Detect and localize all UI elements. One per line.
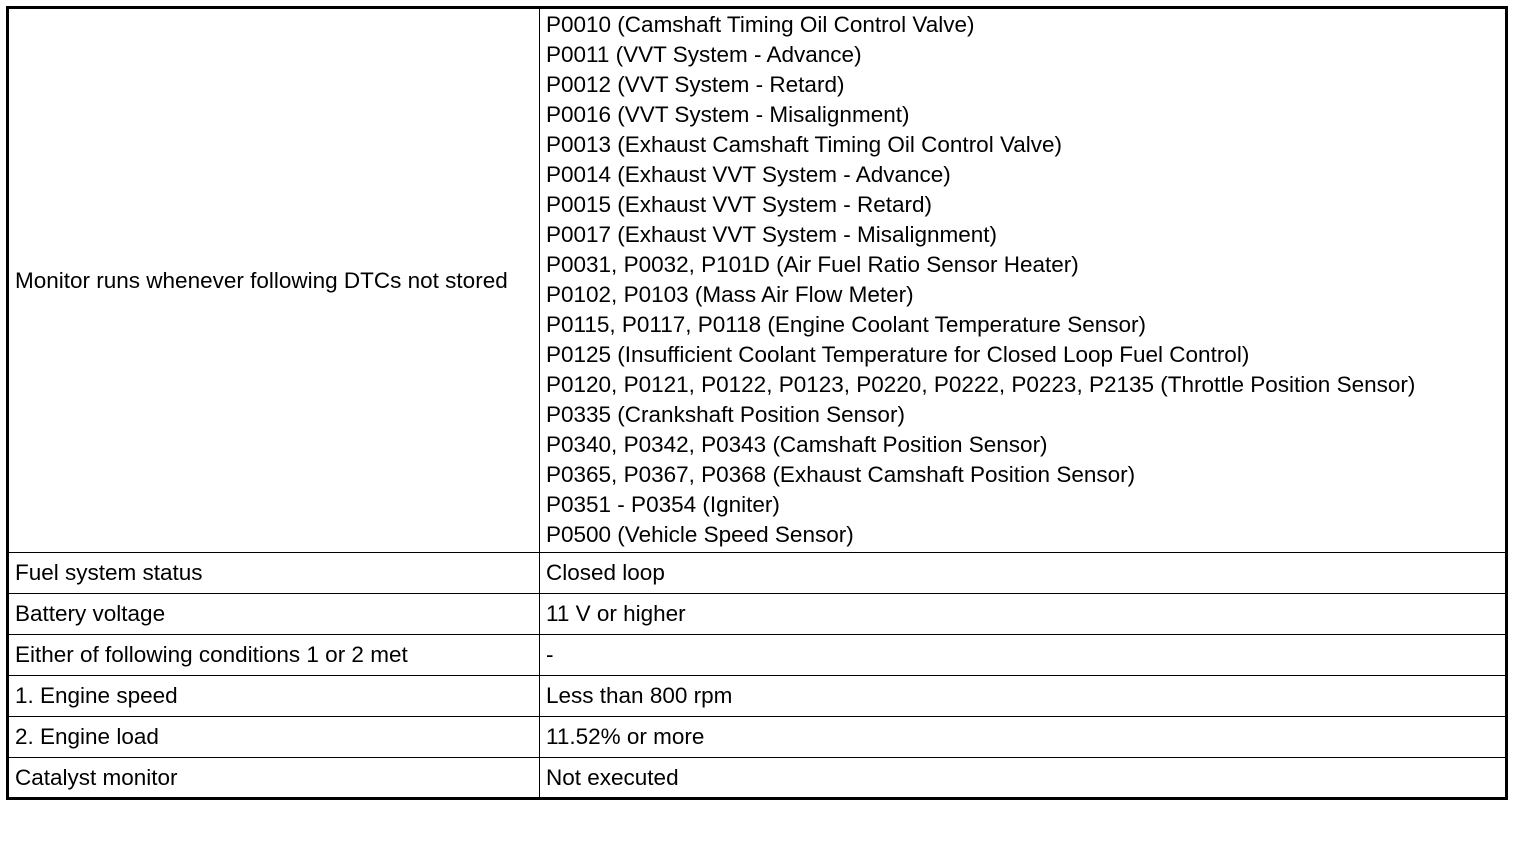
dtc-line: P0014 (Exhaust VVT System - Advance) <box>546 162 951 187</box>
value-cell: 11 V or higher <box>540 594 1507 635</box>
value-cell: Less than 800 rpm <box>540 676 1507 717</box>
dtc-line: P0012 (VVT System - Retard) <box>546 72 845 97</box>
value-cell: Not executed <box>540 758 1507 799</box>
dtc-line: P0017 (Exhaust VVT System - Misalignment) <box>546 222 998 247</box>
condition-cell: Fuel system status <box>8 553 540 594</box>
dtc-line: P0031, P0032, P101D (Air Fuel Ratio Sensor Heater) <box>546 252 1079 277</box>
dtc-line: P0102, P0103 (Mass Air Flow Meter) <box>546 282 914 307</box>
dtc-list-cell <box>540 8 1507 553</box>
dtc-line: P0013 (Exhaust Camshaft Timing Oil Control Valve) <box>546 132 1063 157</box>
dtc-line: P0010 (Camshaft Timing Oil Control Valve) <box>546 12 975 37</box>
dtc-line: P0335 (Crankshaft Position Sensor) <box>546 402 905 427</box>
table-row <box>8 717 1507 758</box>
dtc-line: P0015 (Exhaust VVT System - Retard) <box>546 192 932 217</box>
table-row <box>8 635 1507 676</box>
dtc-line: P0120, P0121, P0122, P0123, P0220, P0222, P0223, P2135 (Throttle Position Sensor) <box>546 372 1416 397</box>
value-cell: - <box>540 635 1507 676</box>
condition-cell: Catalyst monitor <box>8 758 540 799</box>
dtc-line: P0115, P0117, P0118 (Engine Coolant Temperature Sensor) <box>546 312 1146 337</box>
value-cell: Closed loop <box>540 553 1507 594</box>
table-row <box>8 553 1507 594</box>
dtc-line: P0011 (VVT System - Advance) <box>546 42 862 67</box>
condition-cell: 1. Engine speed <box>8 676 540 717</box>
table-row <box>8 594 1507 635</box>
dtc-line: P0365, P0367, P0368 (Exhaust Camshaft Position Sensor) <box>546 462 1136 487</box>
monitor-conditions-table <box>6 6 1508 800</box>
value-cell: 11.52% or more <box>540 717 1507 758</box>
dtc-line: P0351 - P0354 (Igniter) <box>546 492 780 517</box>
condition-cell: Either of following conditions 1 or 2 met <box>8 635 540 676</box>
table-row <box>8 758 1507 799</box>
condition-cell: Battery voltage <box>8 594 540 635</box>
condition-cell: Monitor runs whenever following DTCs not stored <box>8 8 540 553</box>
dtc-line: P0500 (Vehicle Speed Sensor) <box>546 522 854 547</box>
dtc-line: P0125 (Insufficient Coolant Temperature for Closed Loop Fuel Control) <box>546 342 1250 367</box>
dtc-line: P0016 (VVT System - Misalignment) <box>546 102 910 127</box>
condition-cell: 2. Engine load <box>8 717 540 758</box>
dtc-line: P0340, P0342, P0343 (Camshaft Position Sensor) <box>546 432 1048 457</box>
table-row <box>8 8 1507 553</box>
table-row <box>8 676 1507 717</box>
